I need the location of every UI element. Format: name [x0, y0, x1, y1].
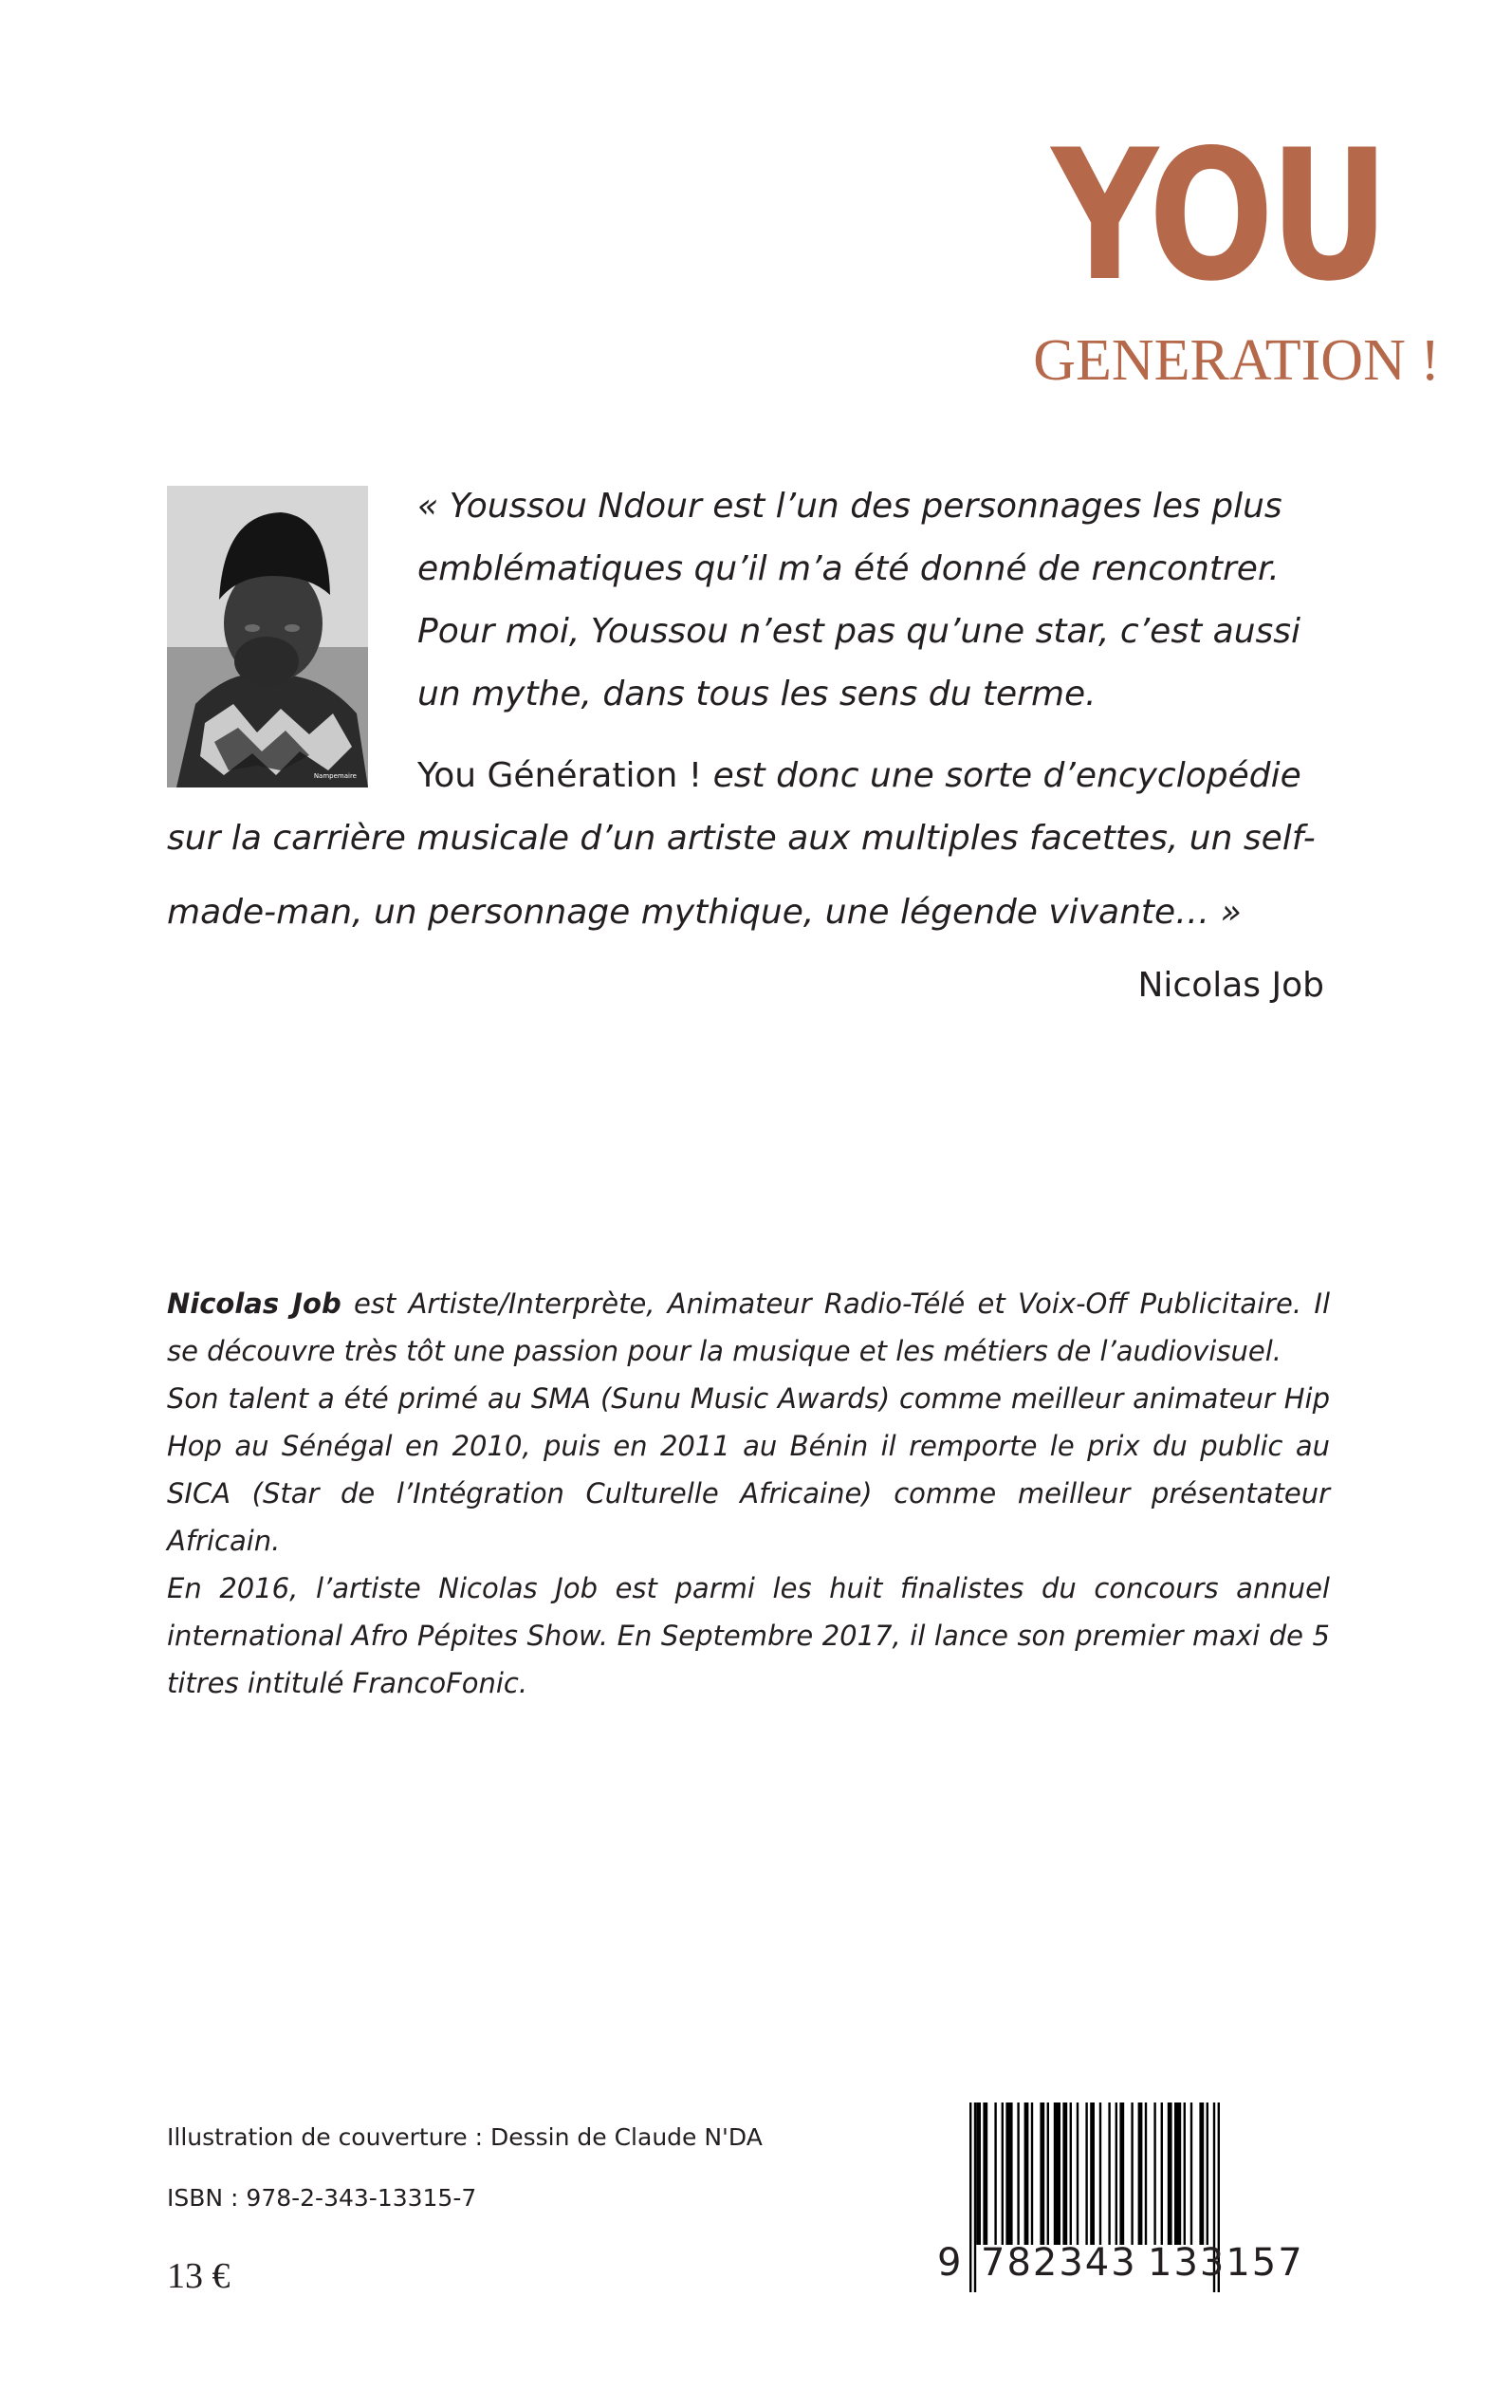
barcode-right-group: 133157 [1148, 2241, 1304, 2285]
quote-line-7: made-man, un personnage mythique, une légende vivante… » [167, 893, 1242, 932]
quote-line-5 [417, 755, 1301, 797]
title-generation: GENERATION ! [1033, 328, 1440, 393]
quote-book-title: You Génération ! [417, 756, 703, 795]
photo-credit: Nampemaire [313, 772, 357, 780]
author-photo [167, 486, 368, 787]
author-photo-image [167, 486, 368, 787]
quote-author: Nicolas Job [1137, 966, 1324, 1005]
price: 13 € [167, 2256, 230, 2296]
bio-paragraph-1-text: est Artiste/Interprète, Animateur Radio-Télé et Voix-Off Publicitaire. Il se découvre très tôt une passion pour la musique et les métiers de l’audiovisuel. [167, 1287, 1330, 1367]
bio-paragraph-3: En 2016, l’artiste Nicolas Job est parmi les huit finalistes du concours annuel international Afro Pépites Show. En Septembre 2017, il lance son premier maxi de 5 titres intitulé FrancoFonic. [167, 1572, 1330, 1699]
bio-author-name: Nicolas Job [167, 1287, 341, 1320]
title-you: YOU [1051, 111, 1385, 321]
quote-line-4: un mythe, dans tous les sens du terme. [417, 675, 1097, 713]
cover-illustration-credit: Illustration de couverture : Dessin de Claude N'DA [167, 2123, 763, 2151]
bio-paragraph-2: Son talent a été primé au SMA (Sunu Music Awards) comme meilleur animateur Hip Hop au Sénégal en 2010, puis en 2011 au Bénin il remporte le prix du public au SICA (Star de l’Intégration Culturelle Africaine) comme meilleur présentateur Africain. [167, 1382, 1330, 1557]
isbn: ISBN : 978-2-343-13315-7 [167, 2184, 477, 2212]
quote-line-1: « Youssou Ndour est l’un des personnages les plus [417, 487, 1282, 526]
quote-line-2: emblématiques qu’il m’a été donné de rencontrer. [417, 549, 1280, 588]
barcode-left-group: 782343 [981, 2241, 1137, 2285]
bio-paragraph-1 [167, 1280, 1330, 1375]
quote-line-3: Pour moi, Youssou n’est pas qu’une star, c’est aussi [417, 612, 1301, 651]
quote-line-6: sur la carrière musicale d’un artiste aux multiples facettes, un self- [167, 819, 1316, 858]
quote-line-5-rest: est donc une sorte d’encyclopédie [702, 756, 1301, 795]
author-biography [167, 1280, 1330, 1707]
barcode-first-digit: 9 [937, 2241, 962, 2285]
